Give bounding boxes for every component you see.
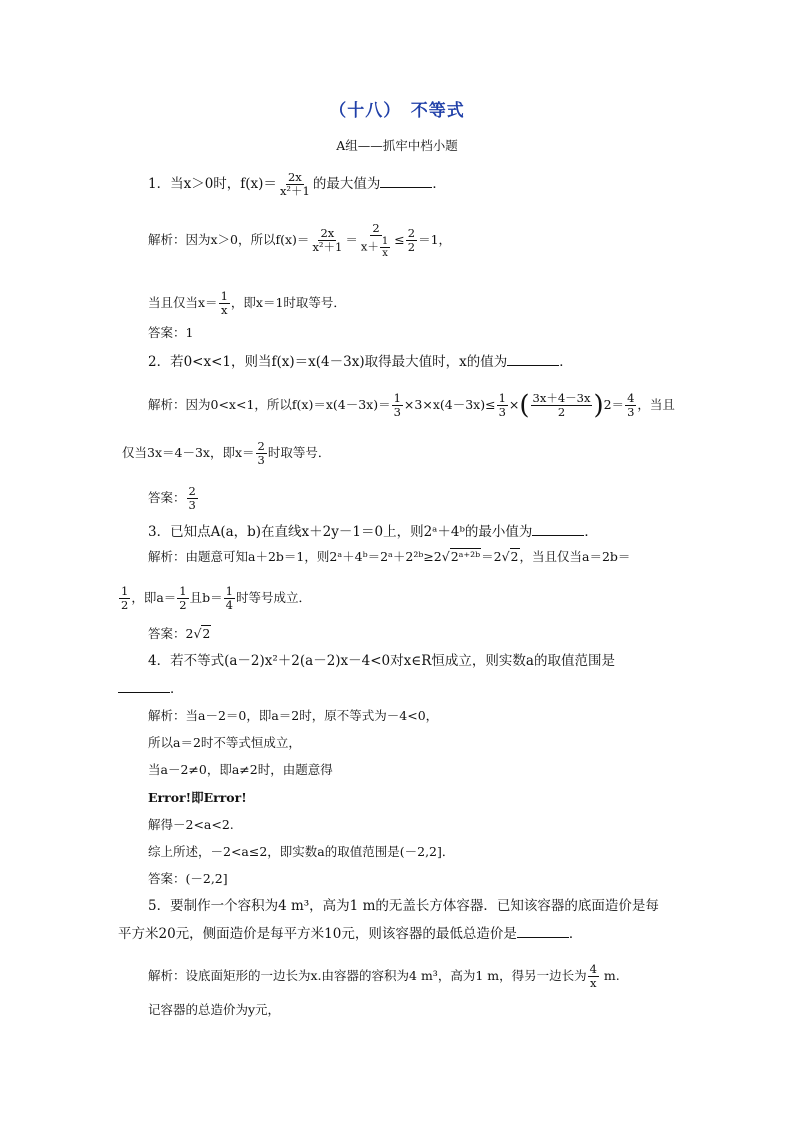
problem-3-question: 3．已知点A(a，b)在直线x＋2y－1＝0上，则2ᵃ＋4ᵇ的最小值为 ． [148, 524, 598, 540]
fraction: $\frac{2x}{\text{x²＋1}}$ [279, 170, 310, 198]
problem-4-error-line: Error!即Error! [148, 790, 247, 805]
problem-1-solution: 解析：因为x＞0，所以f(x)＝ $\frac{2x}{\text{x²＋1}}$ ＝ 2 x＋ $\frac{1}{x}$ ≤ $\frac{2}{2}$ ＝1， [148, 221, 452, 259]
section-title: A组——抓牢中档小题 [336, 138, 458, 153]
answer-blank [118, 681, 170, 693]
problem-2-question: 2．若0<x<1，则当f(x)＝x(4－3x)取得最大值时，x的值为 ． [148, 354, 573, 370]
problem-3-answer: 答案：2√2 [148, 626, 211, 641]
problem-1-equality: 当且仅当x＝ $\frac{1}{x}$ ，即x＝1时取等号． [148, 289, 346, 317]
problem-4-solution-2: 所以a＝2时不等式恒成立， [148, 735, 301, 750]
problem-1-question: 1．当x＞0时，f(x)＝ $\frac{2x}{\text{x²＋1}}$ 的最大值为 ． [148, 170, 446, 198]
problem-3-equality: $\frac{1}{2}$ ，即a＝ $\frac{1}{2}$ 且b＝ $\frac{1}{4}$ 时等号成立． [121, 584, 311, 612]
problem-4-blank-line: ． [118, 680, 184, 698]
answer-blank [507, 354, 559, 366]
answer-blank [532, 524, 584, 536]
answer-blank [380, 176, 432, 188]
problem-4-question: 4．若不等式(a－2)x²＋2(a－2)x－4<0对x∈R恒成立，则实数a的取值范围是 [148, 653, 615, 669]
problem-5-solution-1: 解析：设底面矩形的一边长为x.由容器的容积为4 m³，高为1 m，得另一边长为 $\frac{4}{x}$ m. [148, 962, 620, 990]
problem-4-answer: 答案：(－2,2] [148, 871, 228, 886]
problem-2-equality: 仅当3x＝4－3x，即x＝ $\frac{2}{3}$ 时取等号． [122, 439, 331, 467]
problem-5-question-2: 平方米20元，侧面造价是每平方米10元，则该容器的最低总造价是 ． [118, 926, 583, 942]
problem-4-solution-6: 综上所述，－2<a≤2，即实数a的取值范围是(－2,2]． [148, 844, 455, 859]
problem-4-solution-3: 当a－2≠0，即a≠2时，由题意得 [148, 762, 333, 777]
problem-1-answer: 答案：1 [148, 325, 194, 340]
problem-5-question-1: 5．要制作一个容积为4 m³，高为1 m的无盖长方体容器．已知该容器的底面造价是每 [148, 898, 659, 914]
problem-4-solution-5: 解得－2<a<2. [148, 817, 234, 832]
answer-blank [517, 926, 569, 938]
problem-3-solution: 解析：由题意可知a＋2b＝1，则2ᵃ＋4ᵇ＝2ᵃ＋2²ᵇ≥2√2ᵃ⁺²ᵇ＝2√2，当且仅当a＝2b＝ [148, 549, 631, 564]
problem-5-solution-2: 记容器的总造价为y元， [148, 1002, 281, 1017]
problem-2-solution: 解析：因为0<x<1，所以f(x)＝x(4－3x)＝ $\frac{1}{3}$ ×3×x(4－3x)≤ $\frac{1}{3}$ ×( $\frac{3x+4-3x}{2}$ )2＝ $\frac{4}{3}$ ，当且 [148, 390, 675, 421]
page-title: （十八） 不等式 [329, 101, 465, 121]
problem-2-answer: 答案： $\frac{2}{3}$ [148, 484, 196, 512]
problem-4-solution-1: 解析：当a－2＝0，即a＝2时，原不等式为－4<0， [148, 708, 439, 723]
